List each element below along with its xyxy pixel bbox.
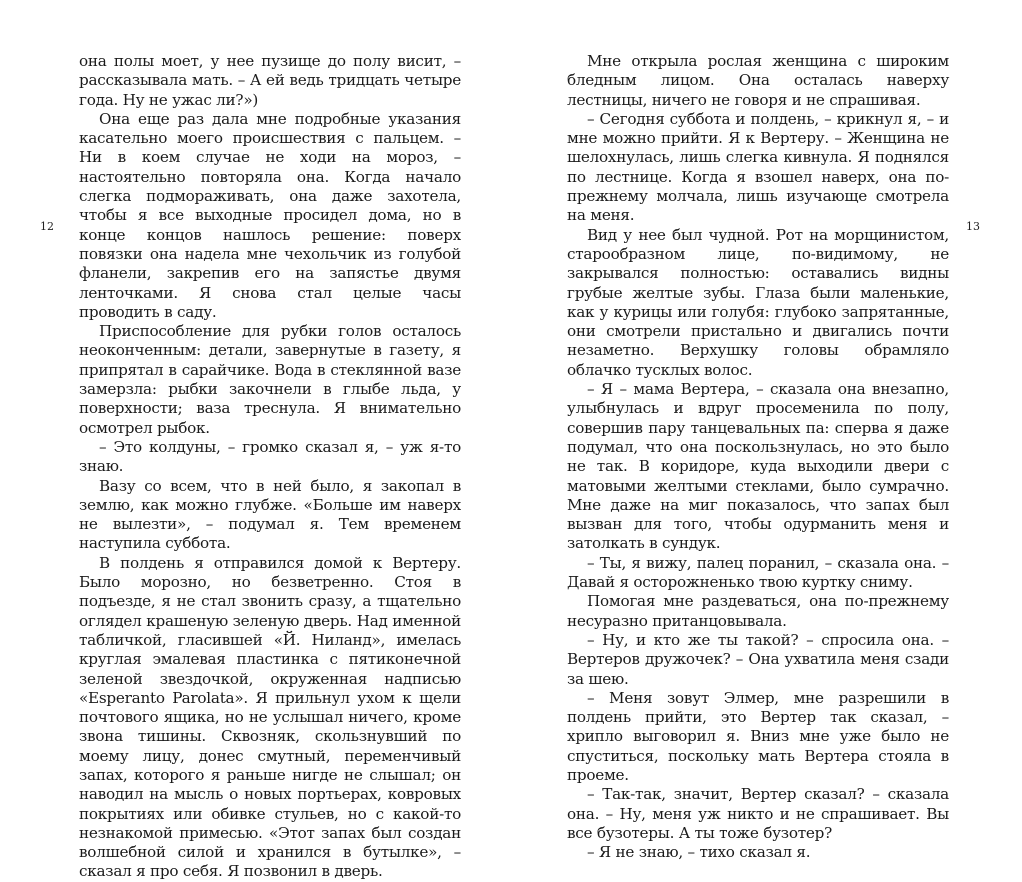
paragraph: Вазу со всем, что в ней было, я закопал в землю, как можно глубже. «Больше им наверх не вылезти», – подумал я. Тем временем наступила суббота. bbox=[79, 476, 461, 553]
paragraph: Помогая мне раздеваться, она по-прежнему несуразно пританцовывала. bbox=[567, 592, 949, 630]
paragraph: – Я – мама Вертера, – сказала она внезапно, улыбнулась и вдруг просеменила по полу, совершив пару танцевальных па: сперва я даже подумал, что она поскользнулась, но это было не так. В коридоре, куда выходили двери с матовыми желтыми стеклами, было сумрачно. Мне даже на миг показалось, что запах был вызван для того, чтобы одурманить меня и затолкать в сундук. bbox=[567, 380, 949, 553]
paragraph: – Меня зовут Элмер, мне разрешили в полдень прийти, это Вертер так сказал, – хрипло выговорил я. Вниз мне уже было не спуститься, поскольку мать Вертера стояла в проеме. bbox=[567, 688, 949, 784]
right-page-text bbox=[567, 52, 949, 862]
paragraph: – Ты, я вижу, палец поранил, – сказала она. – Давай я осторожненько твою куртку сниму. bbox=[567, 553, 949, 592]
paragraph: В полдень я отправился домой к Вертеру. Было морозно, но безветренно. Стоя в подъезде, я не стал звонить сразу, а тщательно оглядел крашеную зеленую дверь. Над именной табличкой, гласившей «Й. Ниланд», имелась круглая эмалевая пластинка с пятиконечной зеленой звездочкой, окруженная надписью «Esperanto Parolata». Я прильнул ухом к щели почтового ящика, но не услышал ничего, кроме звона тишины. Сквозняк, скользнувший по моему лицу, донес смутный, переменчивый запах, которого я раньше нигде не слышал; он наводил на мысль о новых портьерах, ковровых покрытиях или обивке стульев, но с какой-то незнакомой примесью. «Этот запах был создан волшебной силой и хранился в бутылке», – сказал я про себя. Я позвонил в дверь. bbox=[79, 553, 461, 881]
page-number-right: 13 bbox=[966, 220, 980, 233]
paragraph: Приспособление для рубки голов осталось неоконченным: детали, завернутые в газету, я припрятал в сарайчике. Вода в стеклянной вазе замерзла: рыбки закочнели в глыбе льда, у поверхности; ваза треснула. Я внимательно осмотрел рыбок. bbox=[79, 322, 461, 437]
paragraph: – Я не знаю, – тихо сказал я. bbox=[587, 843, 811, 862]
page-number-left: 12 bbox=[40, 220, 54, 233]
paragraph: – Ну, и кто же ты такой? – спросила она. – Вертеров дружочек? – Она ухватила меня сзади за шею. bbox=[567, 630, 949, 688]
paragraph: Вид у нее был чудной. Рот на морщинистом, старообразном лице, по-видимому, не закрывался полностью: оставались видны грубые желтые зубы. Глаза были маленькие, как у курицы или голубя: глубоко запрятанные, они смотрели пристально и двигались почти незаметно. Верхушку головы обрамляло облачко тусклых волос. bbox=[567, 225, 949, 379]
paragraph: – Это колдуны, – громко сказал я, – уж я-то знаю. bbox=[79, 437, 461, 476]
left-page-text bbox=[79, 52, 461, 882]
paragraph: она полы моет, у нее пузище до полу висит, – рассказывала мать. – А ей ведь тридцать четыре года. Ну не ужас ли?») bbox=[79, 52, 461, 109]
paragraph: Она еще раз дала мне подробные указания касательно моего происшествия с пальцем. – Ни в коем случае не ходи на мороз, – настоятельно повторяла она. Когда начало слегка подмораживать, она даже захотела, чтобы я все выходные просидел дома, но в конце концов нашлось решение: поверх повязки она надела мне чехольчик из голубой фланели, закрепив его на запястье двумя ленточками. Я снова стал целые часы проводить в саду. bbox=[79, 109, 461, 321]
paragraph: Мне открыла рослая женщина с широким бледным лицом. Она осталась наверху лестницы, ничего не говоря и не спрашивая. bbox=[567, 52, 949, 109]
paragraph: – Так-так, значит, Вертер сказал? – сказала она. – Ну, меня уж никто и не спрашивает. Вы все бузотеры. А ты тоже бузотер? bbox=[567, 785, 949, 842]
paragraph: – Сегодня суббота и полдень, – крикнул я, – и мне можно прийти. Я к Вертеру. – Женщина не шелохнулась, лишь слегка кивнула. Я поднялся по лестнице. Когда я взошел наверх, она по-прежнему молчала, лишь изучающе смотрела на меня. bbox=[567, 109, 949, 225]
